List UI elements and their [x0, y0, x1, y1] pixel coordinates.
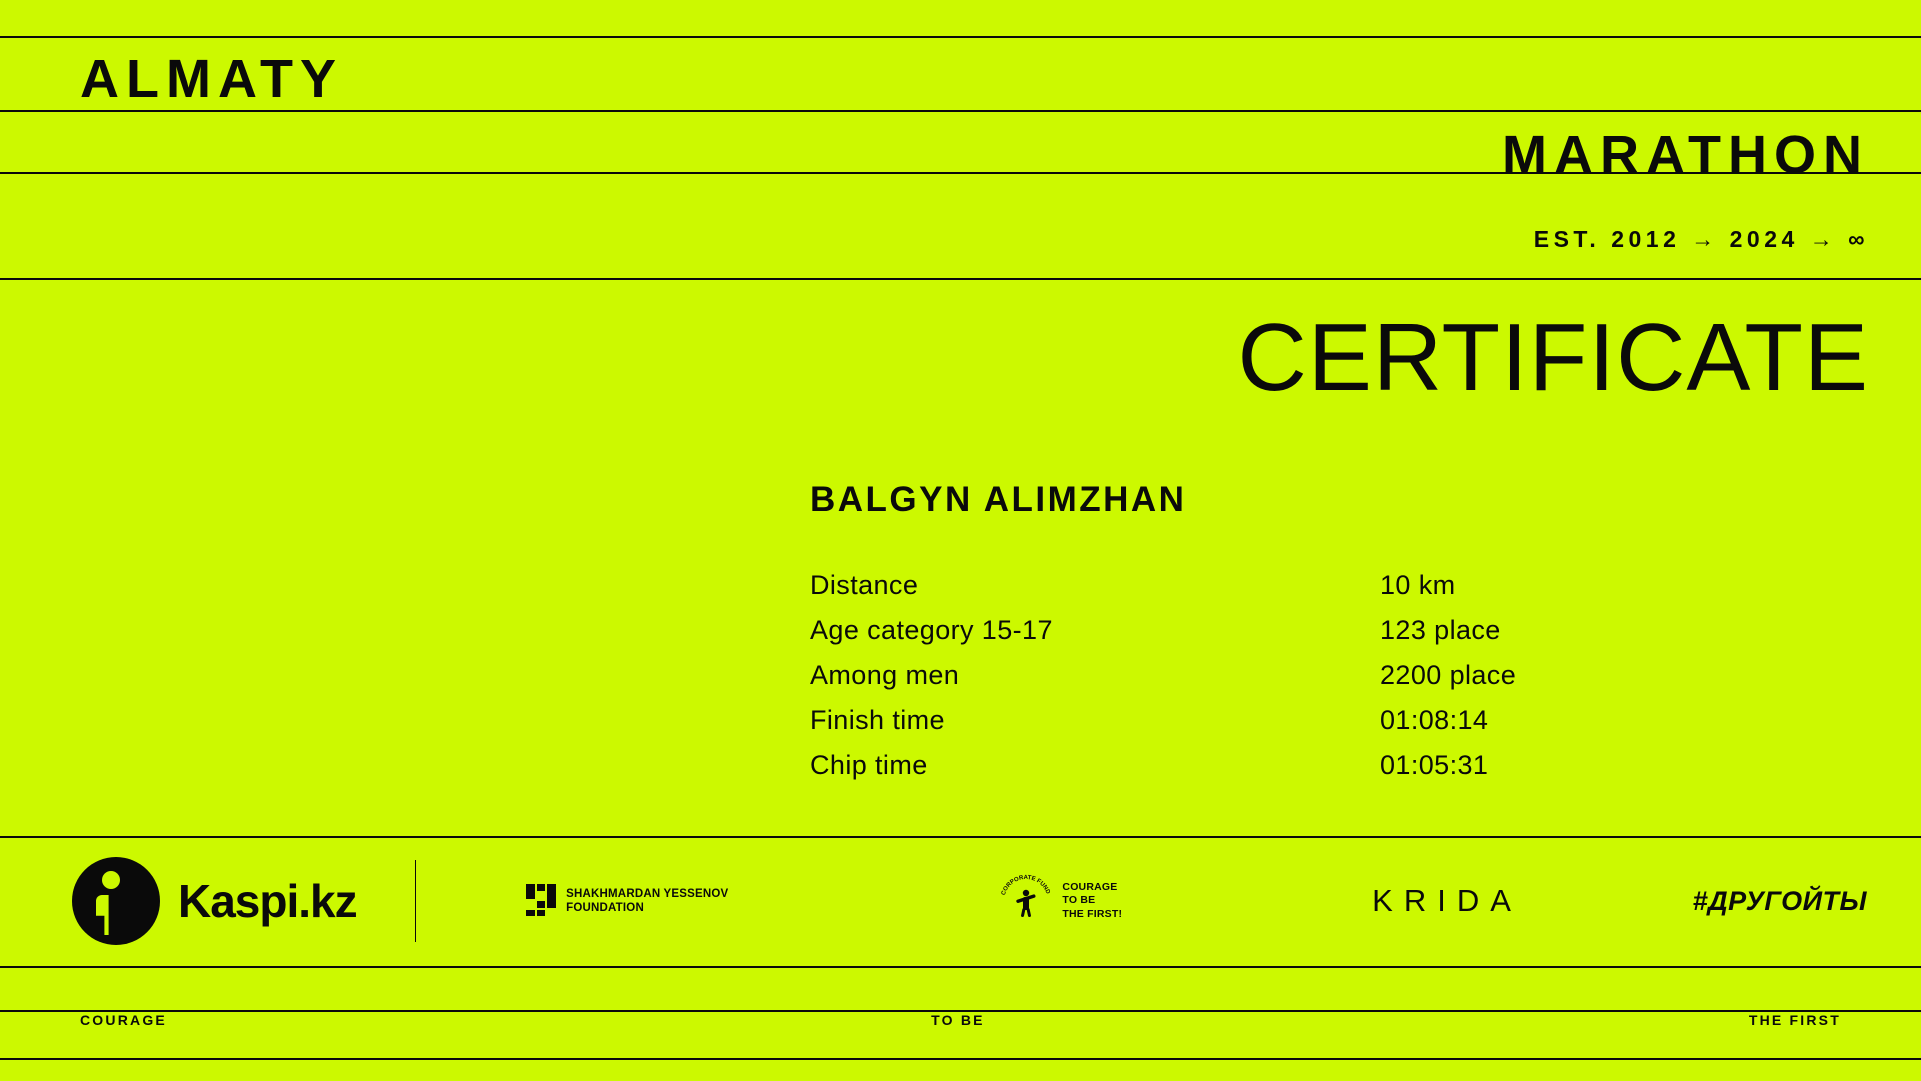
divider-line: [0, 36, 1921, 38]
result-value: 2200 place: [1380, 660, 1517, 690]
yessenov-wordmark: [566, 887, 728, 916]
brand-marathon: MARATHON: [1502, 125, 1869, 185]
yessenov-line-2: FOUNDATION: [566, 902, 644, 914]
divider-line: [0, 966, 1921, 968]
divider-line: [0, 110, 1921, 112]
sponsor-yessenov-foundation: [526, 884, 728, 918]
courage-line-2: TO BE: [1062, 894, 1096, 907]
sponsor-strip: [0, 836, 1921, 966]
slogan-right: THE FIRST: [1748, 1012, 1841, 1028]
result-value: 10 km: [1380, 570, 1456, 600]
sponsor-krida: KRIDA: [1372, 883, 1522, 918]
yessenov-logo-icon: [526, 884, 556, 918]
table-row: [810, 570, 1870, 601]
yessenov-line-1: SHAKHMARDAN YESSENOV: [566, 887, 729, 900]
result-label: Chip time: [810, 750, 928, 780]
table-row: [810, 615, 1870, 646]
divider-line: [0, 278, 1921, 280]
participant-name: BALGYN ALIMZHAN: [810, 480, 1187, 519]
brand-almaty: ALMATY: [80, 49, 343, 109]
page-title: CERTIFICATE: [1237, 304, 1869, 411]
svg-text:CORPORATE FUND: CORPORATE FUND: [1001, 874, 1052, 897]
sponsor-kaspi: [72, 857, 357, 945]
result-label: Age category 15-17: [810, 615, 1053, 645]
result-value: 01:05:31: [1380, 750, 1489, 780]
kaspi-wordmark: Kaspi.kz: [178, 875, 357, 927]
table-row: [810, 660, 1870, 691]
courage-line-1: COURAGE: [1062, 880, 1118, 893]
corporate-fund-wordmark: [1062, 881, 1122, 922]
kaspi-logo-icon: [72, 857, 160, 945]
table-row: [810, 750, 1870, 781]
footer-slogan: [0, 1012, 1921, 1028]
divider-line: [0, 1058, 1921, 1060]
corporate-fund-logo-icon: [998, 873, 1054, 929]
result-label: Finish time: [810, 705, 945, 735]
campaign-hashtag: #ДРУГОЙТЫ: [1692, 885, 1867, 916]
courage-line-3: THE FIRST!: [1062, 907, 1123, 920]
established-line: EST. 2012 → 2024 → ∞: [1533, 226, 1869, 252]
result-value: 01:08:14: [1380, 705, 1489, 735]
results-table: [810, 570, 1870, 795]
sponsor-corporate-fund: [998, 873, 1122, 929]
table-row: [810, 705, 1870, 736]
slogan-left: COURAGE: [80, 1012, 167, 1028]
vertical-divider: [415, 860, 417, 942]
slogan-center: TO BE: [931, 1012, 985, 1028]
result-value: 123 place: [1380, 615, 1501, 645]
result-label: Distance: [810, 570, 919, 600]
result-label: Among men: [810, 660, 960, 690]
